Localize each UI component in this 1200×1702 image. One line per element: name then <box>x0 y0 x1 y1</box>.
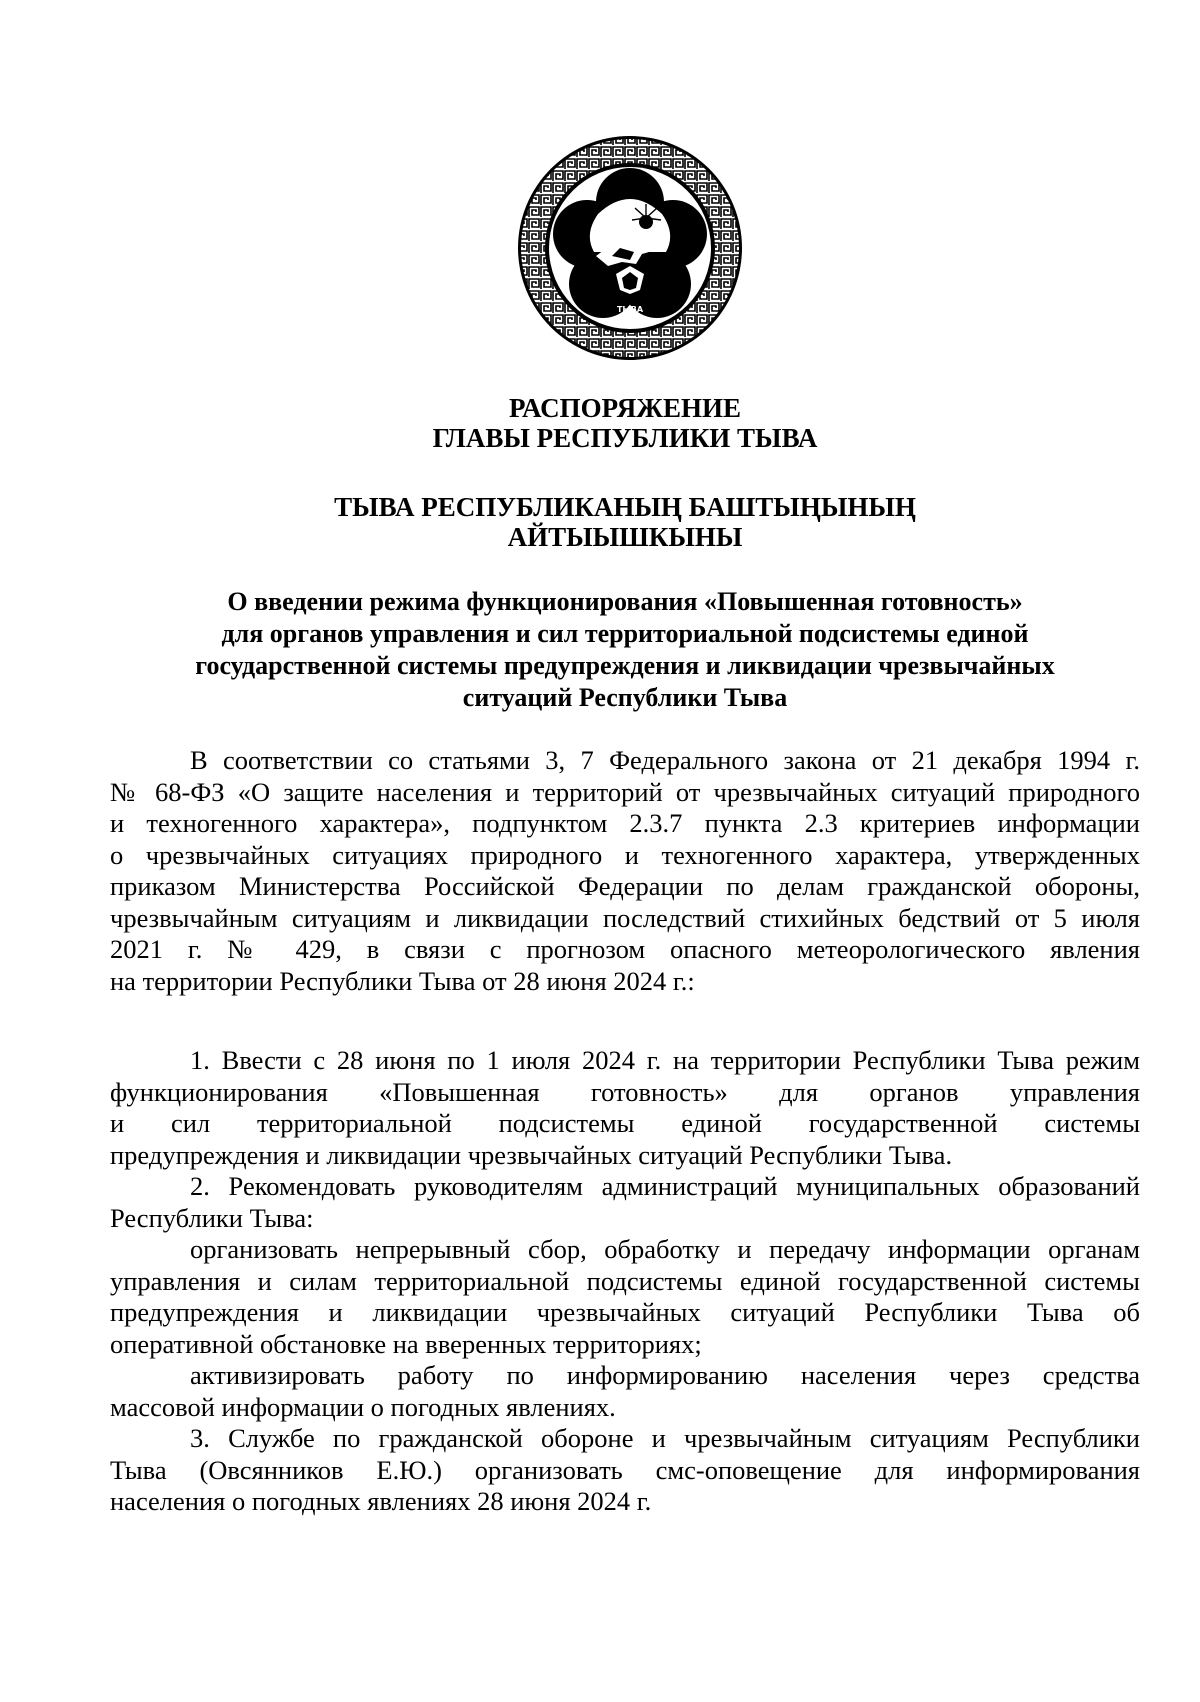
document-subject <box>110 586 1140 714</box>
item-line: Тыва (Овсянников Е.Ю.) организовать смс-оповещение для информирования <box>110 1454 1140 1485</box>
preamble-line: № 68-ФЗ «О защите населения и территорий от чрезвычайных ситуаций природного <box>110 776 1140 807</box>
preamble-line: приказом Министерства Российской Федерации по делам гражданской обороны, <box>110 871 1140 901</box>
coat-of-arms-icon <box>516 134 744 362</box>
order-items <box>110 1045 1140 1518</box>
preamble-line: о чрезвычайных ситуациях природного и техногенного характера, утвержденных <box>110 839 1140 870</box>
item-line: 3. Службе по гражданской обороне и чрезвычайным ситуациям Республики <box>190 1423 1140 1453</box>
item-line: функционирования «Повышенная готовность» для органов управления <box>110 1076 1140 1107</box>
preamble-paragraph <box>110 745 1140 997</box>
order-item-1 <box>110 1045 1140 1171</box>
item-line: массовой информации о погодных явлениях. <box>110 1391 616 1422</box>
order-item-2 <box>110 1171 1140 1234</box>
subject-line: О введении режима функционирования «Повышенная готовность» <box>227 587 1023 616</box>
order-item-2-subitem-b <box>110 1360 1140 1423</box>
item-line: оперативной обстановке на вверенных территориях; <box>110 1328 702 1359</box>
document-title-ru <box>110 393 1140 453</box>
order-item-2-subitem-a <box>110 1234 1140 1360</box>
document-title-tyv <box>110 492 1140 552</box>
title-line: ТЫВА РЕСПУБЛИКАНЫҢ БАШТЫҢЫНЫҢ <box>334 492 916 522</box>
item-line: 1. Ввести с 28 июня по 1 июля 2024 г. на территории Республики Тыва режим <box>190 1045 1140 1075</box>
item-line: населения о погодных явлениях 28 июня 2024 г. <box>110 1486 652 1516</box>
item-line: Республики Тыва: <box>110 1202 314 1233</box>
title-line: АЙТЫЫШКЫНЫ <box>507 522 743 552</box>
subject-line: ситуаций Республики Тыва <box>462 683 788 712</box>
item-line: 2. Рекомендовать руководителям администраций муниципальных образований <box>190 1171 1140 1201</box>
order-item-3 <box>110 1423 1140 1518</box>
item-line: предупреждения и ликвидации чрезвычайных ситуаций Республики Тыва об <box>110 1297 1140 1327</box>
coat-of-arms-emblem <box>516 134 744 362</box>
preamble-line: чрезвычайным ситуациям и ликвидации последствий стихийных бедствий от 5 июля <box>110 902 1140 933</box>
title-line: ГЛАВЫ РЕСПУБЛИКИ ТЫВА <box>432 423 818 453</box>
item-line: управления и силам территориальной подсистемы единой государственной системы <box>110 1265 1140 1296</box>
subject-line: для органов управления и сил территориальной подсистемы единой <box>221 619 1029 648</box>
item-line: и сил территориальной подсистемы единой государственной системы <box>110 1108 1140 1138</box>
preamble-line: 2021 г. № 429, в связи с прогнозом опасного метеорологического явления <box>110 934 1140 964</box>
item-line: организовать непрерывный сбор, обработку и передачу информации органам <box>190 1234 1140 1264</box>
subject-line: государственной системы предупреждения и ликвидации чрезвычайных <box>195 651 1055 680</box>
item-line: активизировать работу по информированию населения через средства <box>190 1360 1140 1390</box>
preamble-line: В соответствии со статьями 3, 7 Федерального закона от 21 декабря 1994 г. <box>190 745 1140 775</box>
item-line: предупреждения и ликвидации чрезвычайных ситуаций Республики Тыва. <box>110 1139 953 1170</box>
svg-text:ТЫВА: ТЫВА <box>616 305 644 314</box>
preamble-line: на территории Республики Тыва от 28 июня 2024 г.: <box>110 965 695 996</box>
preamble-line: и техногенного характера», подпунктом 2.3.7 пункта 2.3 критериев информации <box>110 808 1140 838</box>
title-line: РАСПОРЯЖЕНИЕ <box>508 393 742 423</box>
